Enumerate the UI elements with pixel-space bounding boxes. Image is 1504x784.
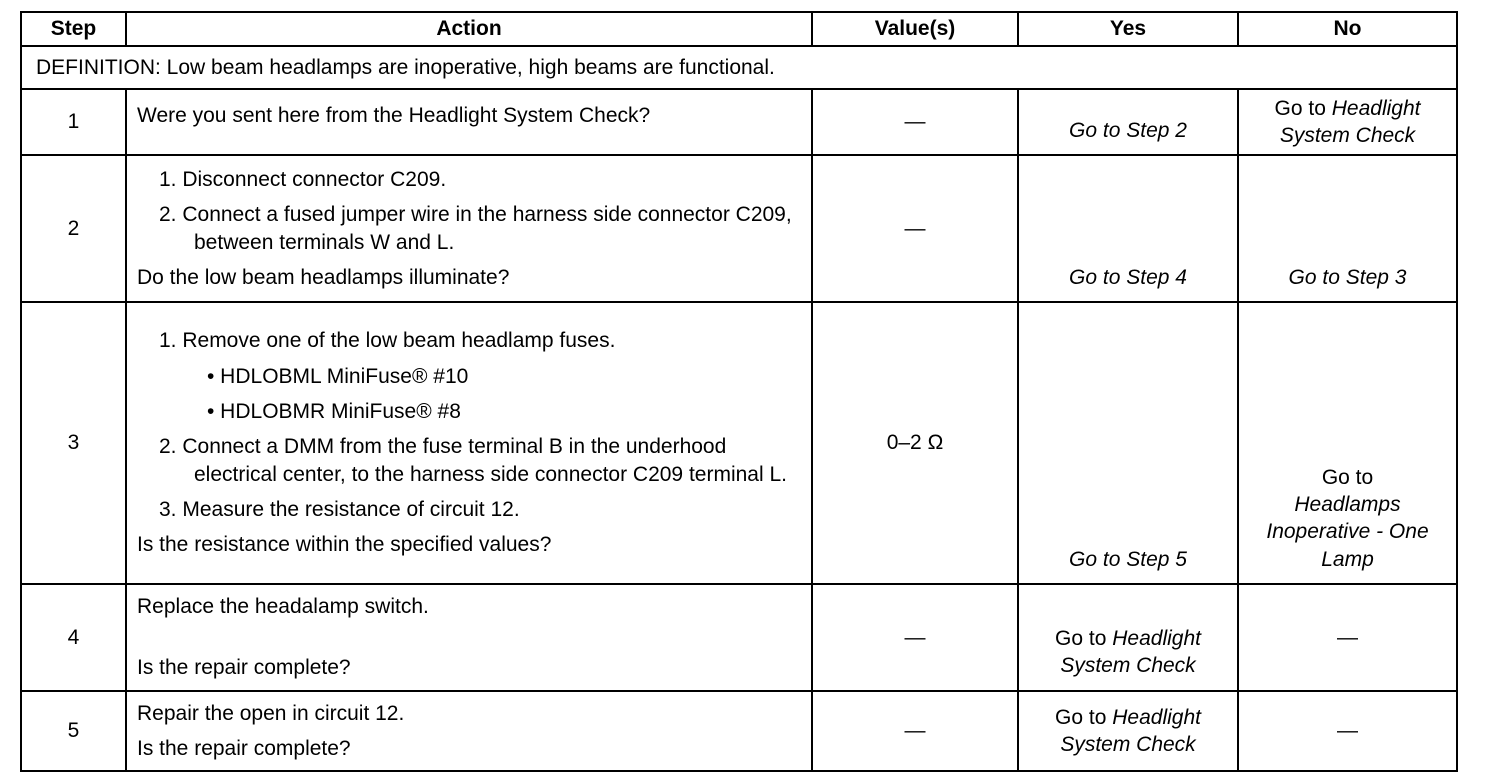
- action-cell: [126, 155, 812, 302]
- yes-cell: Go to Step 5: [1018, 302, 1238, 584]
- value-cell: —: [812, 155, 1018, 302]
- fuse-bullet-1: • HDLOBML MiniFuse® #10: [207, 364, 469, 388]
- table-row-step-2: [21, 155, 1457, 302]
- no-link: Headlight System Check: [1279, 96, 1421, 147]
- definition-text: DEFINITION: Low beam headlamps are inoperative, high beams are functional.: [21, 46, 1457, 89]
- action-question: Is the repair complete?: [137, 736, 351, 760]
- action-question: Were you sent here from the Headlight System Check?: [137, 104, 651, 127]
- header-action: Action: [126, 12, 812, 46]
- action-question: Is the repair complete?: [137, 656, 351, 680]
- yes-cell: [1018, 584, 1238, 691]
- no-prefix: Go to: [1274, 96, 1332, 120]
- no-cell: [1238, 302, 1457, 584]
- yes-cell: Go to Step 2: [1018, 89, 1238, 155]
- action-line: Repair the open in circuit 12.: [137, 701, 405, 725]
- action-question: Do the low beam headlamps illuminate?: [137, 265, 510, 289]
- header-yes: Yes: [1018, 12, 1238, 46]
- value-cell: 0–2 Ω: [812, 302, 1018, 584]
- action-cell: [126, 89, 812, 155]
- step-number: 1: [21, 89, 126, 155]
- step-number: 2: [21, 155, 126, 302]
- value-cell: —: [812, 89, 1018, 155]
- no-cell: —: [1238, 584, 1457, 691]
- header-no: No: [1238, 12, 1457, 46]
- no-link: Headlamps Inoperative - One Lamp: [1266, 493, 1429, 571]
- action-cell: [126, 584, 812, 691]
- no-cell: —: [1238, 691, 1457, 772]
- yes-prefix: Go to: [1055, 705, 1113, 729]
- diagnostic-table: [20, 11, 1458, 772]
- action-item-1: 1. Disconnect connector C209.: [159, 167, 447, 191]
- step-number: 5: [21, 691, 126, 772]
- action-line: Replace the headalamp switch.: [137, 595, 429, 618]
- table-row-step-5: [21, 691, 1457, 772]
- yes-cell: Go to Step 4: [1018, 155, 1238, 302]
- action-item-2: 2. Connect a DMM from the fuse terminal B in the underhood electrical center, to the harness side connector C209 terminal L.: [159, 435, 787, 486]
- header-values: Value(s): [812, 12, 1018, 46]
- action-item-1: 1. Remove one of the low beam headlamp fuses.: [159, 329, 616, 353]
- yes-cell: [1018, 691, 1238, 772]
- step-number: 4: [21, 584, 126, 691]
- no-prefix: Go to: [1321, 465, 1374, 489]
- table-row-step-4: [21, 584, 1457, 691]
- action-item-3: 3. Measure the resistance of circuit 12.: [159, 497, 520, 521]
- no-cell: Go to Step 3: [1238, 155, 1457, 302]
- no-cell: [1238, 89, 1457, 155]
- yes-prefix: Go to: [1055, 627, 1113, 650]
- yes-link: Headlight System Check: [1060, 627, 1201, 678]
- table-row-step-1: [21, 89, 1457, 155]
- action-cell: [126, 691, 812, 772]
- header-row: [21, 12, 1457, 46]
- table-row-step-3: [21, 302, 1457, 584]
- yes-link: Headlight System Check: [1060, 705, 1201, 756]
- value-cell: —: [812, 584, 1018, 691]
- definition-row: [21, 46, 1457, 89]
- action-item-2: 2. Connect a fused jumper wire in the harness side connector C209, between terminals W and L.: [159, 203, 792, 254]
- value-cell: —: [812, 691, 1018, 772]
- header-step: Step: [21, 12, 126, 46]
- fuse-bullet-2: • HDLOBMR MiniFuse® #8: [207, 400, 461, 424]
- action-question: Is the resistance within the specified values?: [137, 533, 552, 557]
- step-number: 3: [21, 302, 126, 584]
- action-cell: [126, 302, 812, 584]
